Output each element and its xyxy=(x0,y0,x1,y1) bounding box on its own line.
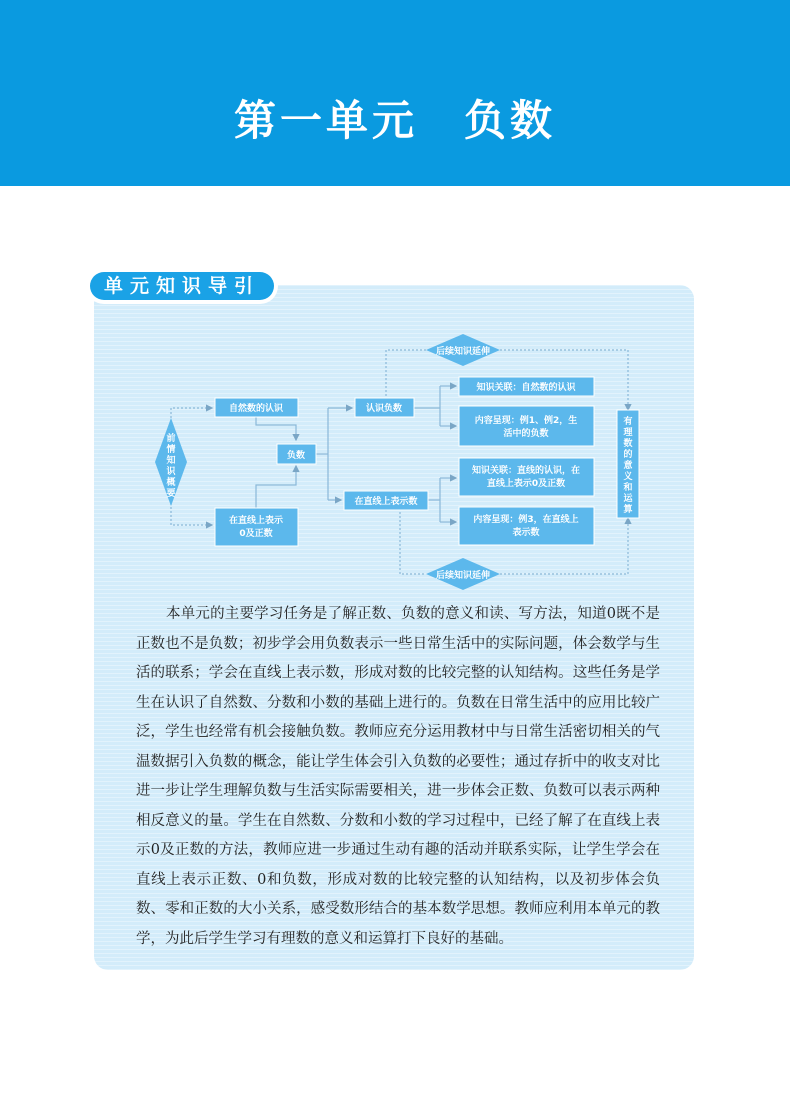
diamond-char: 前 xyxy=(166,434,176,444)
extension-bottom-label: 后续知识延伸 xyxy=(435,571,491,581)
unit-description-paragraph: 本单元的主要学习任务是了解正数、负数的意义和读、写方法，知道0既不是正数也不是负数；初步学会用负数表示一些日常生活中的实际问题，体会数学与生活的联系；学会在直线上表示数，形成对数的比较完整的认知结构。这些任务是学生在认识了自然数、分数和小数的基础上进行的。负数在日常生活中的应用比较广泛，学生也经常有机会接触负数。教师应充分运用教材中与日常生活密切相关的气温数据引入负数的概念，能让学生体会引入负数的必要性；通过存折中的收支对比进一步让学生理解负数与生活实际需要相关，进一步体会正数、负数可以表示两种相反意义的量。学生在自然数、分数和小数的学习过程中，已经了解了在直线上表示0及正数的方法，教师应进一步通过生动有趣的活动并联系实际，让学生学会在直线上表示正数、0和负数，形成对数的比较完整的认知结构，以及初步体会负数、零和正数的大小关系，感受数形结合的基本数学思想。教师应利用本单元的教学，为此后学生学习有理数的意义和运算打下良好的基础。 xyxy=(136,606,660,947)
know-negative-label: 认识负数 xyxy=(365,404,403,414)
bar-char: 理 xyxy=(623,428,633,438)
content1-line1: 内容呈现：例1、例2，生 xyxy=(474,416,578,426)
extension-top-label: 后续知识延伸 xyxy=(435,347,491,357)
connector xyxy=(256,417,296,440)
bar-char: 的 xyxy=(623,450,633,460)
connector xyxy=(171,408,212,430)
number-line-positive-line2: 0及正数 xyxy=(239,529,273,539)
section-tab-label: 单元知识导引 xyxy=(90,272,274,300)
bar-char: 意 xyxy=(623,461,633,471)
link2-box xyxy=(459,458,594,496)
link2-line1: 知识关联：直线的认识，在 xyxy=(471,466,581,476)
connector xyxy=(400,508,426,574)
bar-char: 算 xyxy=(623,505,633,515)
diamond-char: 识 xyxy=(166,467,176,477)
number-line-positive-line1: 在直线上表示 xyxy=(228,516,284,526)
content2-line2: 表示数 xyxy=(512,528,540,538)
bar-char: 运 xyxy=(623,494,633,504)
natural-numbers-label: 自然数的认识 xyxy=(228,404,284,414)
connector xyxy=(386,350,426,400)
chapter-title: 第一单元 负数 xyxy=(233,96,556,145)
content1-box xyxy=(459,406,594,446)
content2-box xyxy=(459,507,594,545)
diamond-char: 知 xyxy=(166,456,176,466)
bar-char: 和 xyxy=(623,483,633,493)
connector xyxy=(256,466,296,508)
negative-number-label: 负数 xyxy=(286,451,306,461)
bar-char: 义 xyxy=(623,472,633,482)
link1-label: 知识关联：自然数的认识 xyxy=(476,383,576,393)
bar-char: 数 xyxy=(623,439,633,449)
diamond-char: 要 xyxy=(166,489,176,499)
bar-char: 有 xyxy=(623,417,633,427)
content2-line1: 内容呈现：例3，在直线上 xyxy=(473,515,579,525)
connector xyxy=(171,495,212,525)
diamond-char: 情 xyxy=(166,445,176,455)
number-line-positive-box xyxy=(215,508,298,546)
link2-line2: 直线上表示0及正数 xyxy=(486,479,566,489)
number-line-label: 在直线上表示数 xyxy=(354,497,418,507)
content1-line2: 活中的负数 xyxy=(503,429,549,439)
diamond-char: 概 xyxy=(166,478,176,488)
